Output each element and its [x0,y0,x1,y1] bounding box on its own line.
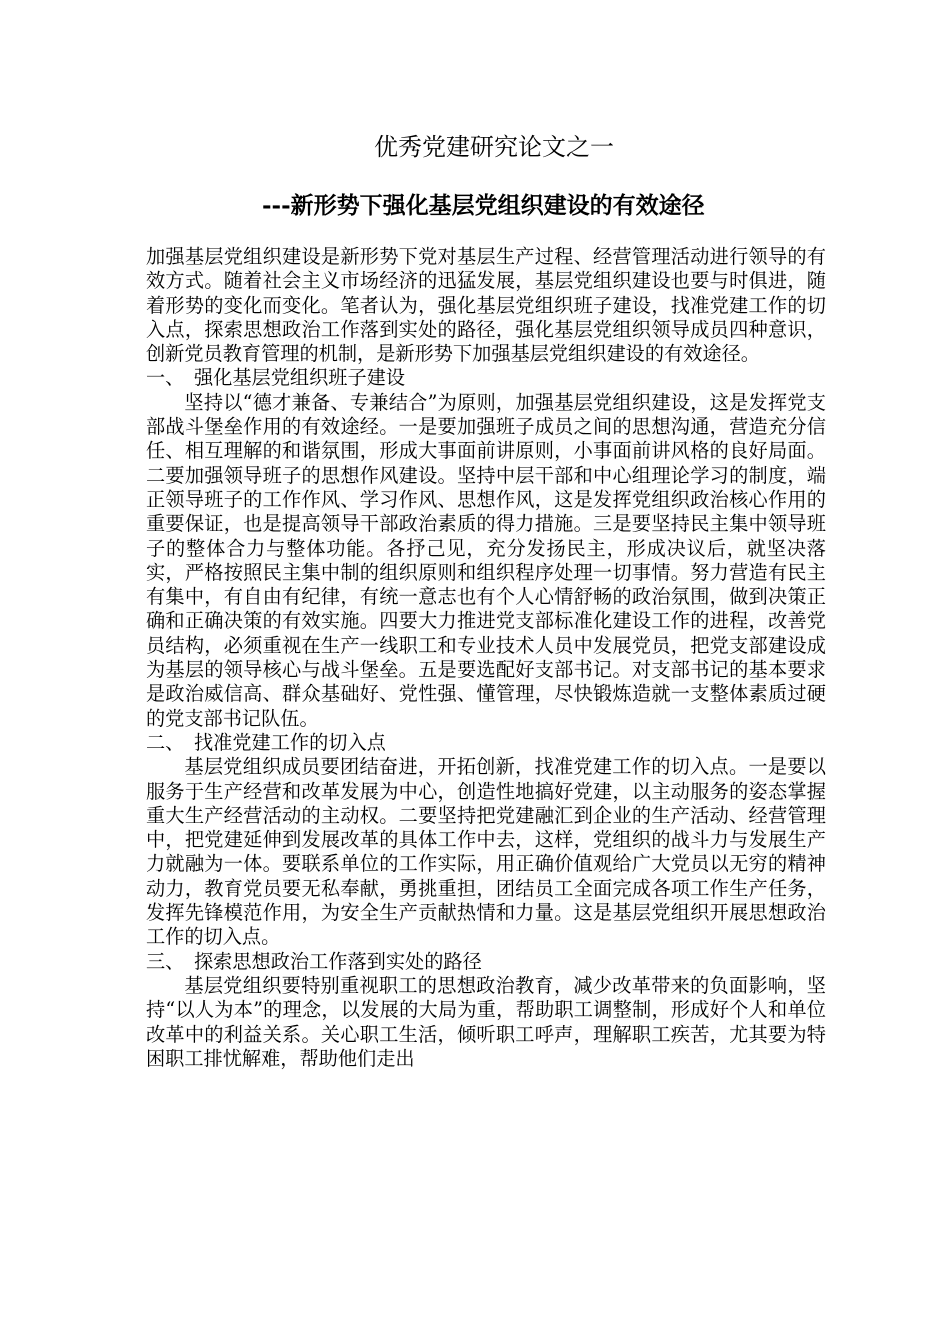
intro-paragraph: 加强基层党组织建设是新形势下党对基层生产过程、经营管理活动进行领导的有效方式。随着社会主义市场经济的迅猛发展，基层党组织建设也要与时俱进，随着形势的变化而变化。笔者认为，强化基层党组织班子建设，找准党建工作的切入点，探索思想政治工作落到实处的路径，强化基层党组织领导成员四种意识，创新党员教育管理的机制，是新形势下加强基层党组织建设的有效途径。 [146,245,826,366]
section-heading-1: 一、 强化基层党组织班子建设 [146,366,406,390]
section-body-3: 基层党组织要特别重视职工的思想政治教育，减少改革带来的负面影响，坚持“以人为本”的理念，以发展的大局为重，帮助职工调整制，形成好个人和单位改革中的利益关系。关心职工生活，倾听职工呼声，理解职工疾苦，尤其要为特困职工排忧解难，帮助他们走出 [146,973,826,1070]
document-body [146,245,826,1071]
section-body-2: 基层党组织成员要团结奋进，开拓创新，找准党建工作的切入点。一是要以服务于生产经营和改革发展为中心，创造性地搞好党建，以主动服务的姿态掌握重大生产经营活动的主动权。二要坚持把党建融汇到企业的生产活动、经营管理中，把党建延伸到发展改革的具体工作中去，这样，党组织的战斗力与发展生产力就融为一体。要联系单位的工作实际，用正确价值观给广大党员以无穷的精神动力，教育党员要无私奉献，勇挑重担，团结员工全面完成各项工作生产任务，发挥先锋模范作用，为安全生产贡献热情和力量。这是基层党组织开展思想政治工作的切入点。 [146,755,826,949]
section-body-1: 坚持以“德才兼备、专兼结合”为原则，加强基层党组织建设，这是发挥党支部战斗堡垒作用的有效途经。一是要加强班子成员之间的思想沟通，营造充分信任、相互理解的和谐氛围，形成大事面前讲原则，小事面前讲风格的良好局面。二要加强领导班子的思想作风建设。坚持中层干部和中心组理论学习的制度，端正领导班子的工作作风、学习作风、思想作风，这是发挥党组织政治核心作用的重要保证，也是提高领导干部政治素质的得力措施。三是要坚持民主集中领导班子的整体合力与整体功能。各抒己见，充分发扬民主，形成决议后，就坚决落实，严格按照民主集中制的组织原则和组织程序处理一切事情。努力营造有民主有集中，有自由有纪律，有统一意志也有个人心情舒畅的政治氛围，做到决策正确和正确决策的有效实施。四要大力推进党支部标准化建设工作的进程，改善党员结构，必须重视在生产一线职工和专业技术人员中发展党员，把党支部建设成为基层的领导核心与战斗堡垒。五是要选配好支部书记。对支部书记的基本要求是政治威信高、群众基础好、党性强、懂管理，尽快锻炼造就一支整体素质过硬的党支部书记队伍。 [146,390,826,730]
section-heading-3: 三、 探索思想政治工作落到实处的路径 [146,949,482,973]
document-subtitle: ---新形势下强化基层党组织建设的有效途径 [262,192,705,219]
section-heading-2: 二、 找准党建工作的切入点 [146,730,386,754]
document-page [146,130,826,1071]
document-title: 优秀党建研究论文之一 [374,133,614,161]
